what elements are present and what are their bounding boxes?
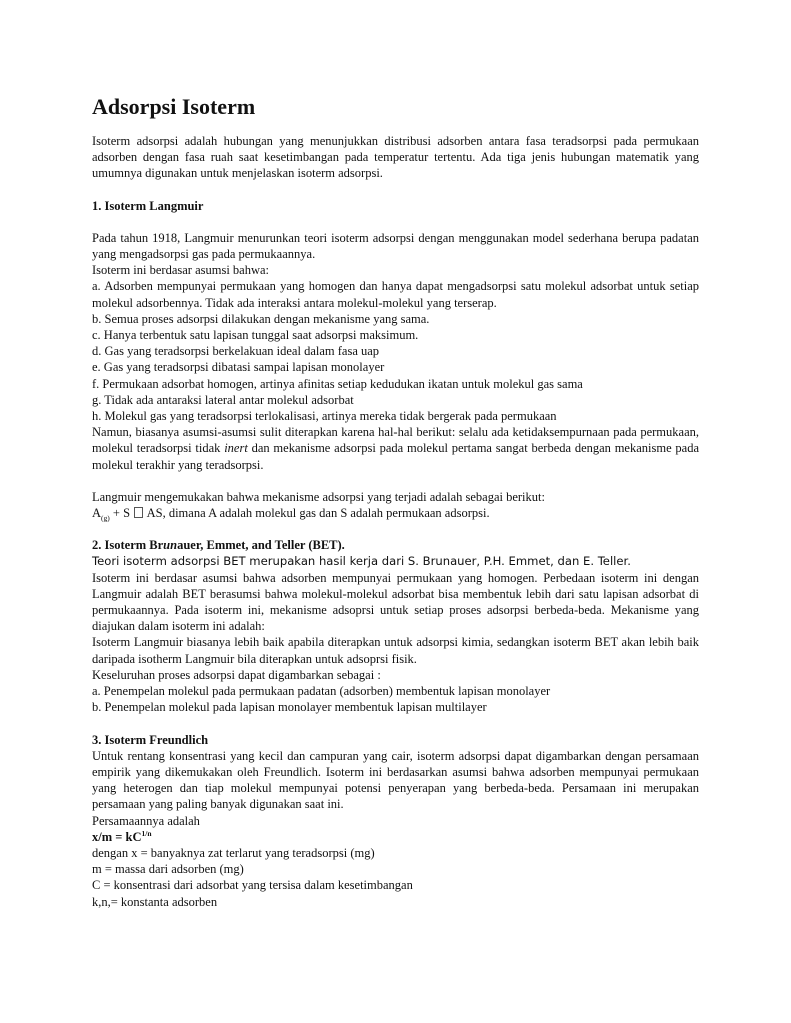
- inert-term: inert: [224, 441, 248, 456]
- variable-m: m = massa dari adsorben (mg): [92, 862, 244, 877]
- assumption-e: e. Gas yang teradsorpsi dibatasi sampai lapisan monolayer: [92, 360, 385, 375]
- langmuir-paragraph: Pada tahun 1918, Langmuir menurunkan teori isoterm adsorpsi dengan menggunakan model sederhana berupa padatan yang mengadsorpsi gas pada permukaannya.: [92, 230, 699, 262]
- eq-phase-subscript: (g): [101, 513, 110, 523]
- assumption-g: g. Tidak ada antaraksi lateral antar molekul adsorbat: [92, 392, 354, 407]
- variable-x: dengan x = banyaknya zat terlarut yang teradsorpsi (mg): [92, 845, 375, 860]
- assumption-d: d. Gas yang teradsorpsi berkelakuan ideal dalam fasa uap: [92, 344, 380, 359]
- eq-main: x/m = kC: [92, 829, 142, 844]
- limitations-text-b: dan mekanisme adsorpsi pada molekul pertama sangat berbeda dengan mekanisme pada molekul terakhir yang teradsorpsi.: [92, 441, 700, 472]
- section-heading-bet: [92, 537, 699, 553]
- limitations-text-a: Namun, biasanya asumsi-asumsi sulit diterapkan karena hal-hal berikut: selalu ada ketidaksempurnaan pada permukaan, molekul teradsorpsi tidak: [92, 425, 699, 456]
- eq-exponent: 1/n: [141, 828, 152, 838]
- eq-description: AS, dimana A adalah molekul gas dan S adalah permukaan adsorpsi.: [144, 506, 490, 521]
- langmuir-assumption-intro: Isoterm ini berdasar asumsi bahwa:: [92, 263, 270, 278]
- bet-process-intro: Keseluruhan proses adsorpsi dapat digambarkan sebagai :: [92, 667, 381, 682]
- bet-heading-part-b: un: [163, 538, 178, 553]
- equilibrium-arrow-icon: [134, 507, 143, 518]
- bet-step-b: b. Penempelan molekul pada lapisan monolayer membentuk lapisan multilayer: [92, 700, 487, 715]
- bet-step-a: a. Penempelan molekul pada permukaan padatan (adsorben) membentuk lapisan monolayer: [92, 684, 551, 699]
- freundlich-paragraph: Untuk rentang konsentrasi yang kecil dan campuran yang cair, isoterm adsorpsi dapat digambarkan dengan persamaan empirik yang dikemukakan oleh Freundlich. Isoterm ini berdasarkan asumsi bahwa adsorben mempunyai permukaan yang heterogen dan tiap molekul mempunyai potensi penyerapan yang berbeda-beda. Persamaan ini merupakan persamaan yang paling banyak digunakan saat ini.: [92, 748, 699, 812]
- assumption-h: h. Molekul gas yang teradsorpsi terlokalisasi, artinya mereka tidak bergerak pada permukaan: [92, 409, 557, 424]
- freundlich-equation-intro: Persamaannya adalah: [92, 813, 200, 828]
- langmuir-limitations: [92, 424, 699, 473]
- assumption-f: f. Permukaan adsorbat homogen, artinya afinitas setiap kedudukan ikatan untuk molekul gas sama: [92, 376, 583, 391]
- assumption-c: c. Hanya terbentuk satu lapisan tunggal saat adsorpsi maksimum.: [92, 328, 419, 343]
- section-heading-langmuir: 1. Isoterm Langmuir: [92, 198, 204, 213]
- bet-heading-part-a: 2. Isoterm Br: [92, 538, 164, 553]
- bet-origin-line: Teori isoterm adsorpsi BET merupakan hasil kerja dari S. Brunauer, P.H. Emmet, dan E. Teller.: [92, 554, 631, 569]
- eq-species-a: A: [92, 506, 102, 521]
- assumption-a: a. Adsorben mempunyai permukaan yang homogen dan hanya dapat mengadsorpsi satu molekul adsorbat untuk setiap molekul adsorbennya. Tidak ada interaksi antara molekul-molekul yang terserap.: [92, 279, 699, 310]
- document-page: [92, 94, 699, 910]
- variable-c: C = konsentrasi dari adsorbat yang tersisa dalam kesetimbangan: [92, 878, 413, 893]
- variable-k-n: k,n,= konstanta adsorben: [92, 894, 218, 909]
- eq-plus-s: + S: [109, 506, 134, 521]
- langmuir-equation: [92, 505, 699, 521]
- intro-paragraph: Isoterm adsorpsi adalah hubungan yang menunjukkan distribusi adsorben antara fasa teradsorpsi pada permukaan adsorben dengan fasa ruah saat kesetimbangan pada temperatur tertentu. Ada tiga jenis hubungan matematik yang umumnya digunakan untuk menjelaskan isoterm adsorpsi.: [92, 134, 699, 181]
- freundlich-equation: [92, 829, 699, 845]
- page-title: Adsorpsi Isoterm: [92, 94, 256, 119]
- section-heading-freundlich: 3. Isoterm Freundlich: [92, 732, 209, 747]
- bet-paragraph-1: Isoterm ini berdasar asumsi bahwa adsorben mempunyai permukaan yang homogen. Perbedaan isoterm ini dengan Langmuir adalah BET berasumsi bahwa molekul-molekul adsorbat bisa membentuk lebih dari satu lapisan adsorbat di permukaannya. Pada isoterm ini, mekanisme adsoprsi untuk setiap proses adsorpsi berbeda-beda. Mekanisme yang diajukan dalam isoterm ini adalah:: [92, 570, 699, 634]
- assumption-b: b. Semua proses adsorpsi dilakukan dengan mekanisme yang sama.: [92, 311, 430, 326]
- mechanism-intro: Langmuir mengemukakan bahwa mekanisme adsorpsi yang terjadi adalah sebagai berikut:: [92, 489, 545, 504]
- bet-paragraph-2: Isoterm Langmuir biasanya lebih baik apabila diterapkan untuk adsorpsi kimia, sedangkan isoterm BET akan lebih baik daripada isotherm Langmuir bila diterapkan untuk adsoprsi fisik.: [92, 635, 699, 666]
- bet-heading-part-c: auer, Emmet, and Teller (BET).: [177, 538, 345, 553]
